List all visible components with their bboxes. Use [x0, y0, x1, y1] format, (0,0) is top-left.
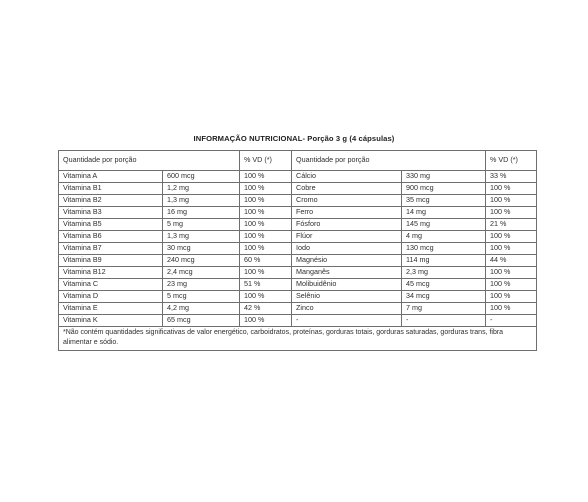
nutrient-name-left: Vitamina K: [59, 315, 163, 327]
nutrient-vd-left: 100 %: [240, 183, 292, 195]
nutrient-vd-right: 100 %: [486, 267, 537, 279]
nutrient-amount-left: 1,3 mg: [163, 195, 240, 207]
nutrient-name-right: Iodo: [292, 243, 402, 255]
table-row: [59, 279, 537, 291]
nutrient-amount-left: 4,2 mg: [163, 303, 240, 315]
nutrient-name-left: Vitamina B3: [59, 207, 163, 219]
nutrient-name-left: Vitamina B1: [59, 183, 163, 195]
nutrient-name-right: Cálcio: [292, 171, 402, 183]
nutrient-amount-right: 45 mcg: [402, 279, 486, 291]
nutrient-amount-right: 34 mcg: [402, 291, 486, 303]
nutrient-amount-right: 14 mg: [402, 207, 486, 219]
nutrition-table: [58, 150, 537, 351]
table-row: [59, 195, 537, 207]
nutrition-title: INFORMAÇÃO NUTRICIONAL- Porção 3 g (4 cápsulas): [193, 134, 395, 143]
nutrient-vd-left: 42 %: [240, 303, 292, 315]
nutrient-name-right: -: [292, 315, 402, 327]
nutrient-vd-right: 100 %: [486, 243, 537, 255]
nutrient-name-left: Vitamina B5: [59, 219, 163, 231]
nutrient-name-right: Ferro: [292, 207, 402, 219]
table-row: [59, 267, 537, 279]
nutrient-vd-right: 21 %: [486, 219, 537, 231]
nutrient-vd-left: 100 %: [240, 231, 292, 243]
nutrient-name-right: Molibuidênio: [292, 279, 402, 291]
header-left-quantity: Quantidade por porção: [59, 151, 240, 171]
nutrient-name-left: Vitamina B6: [59, 231, 163, 243]
table-header-row: [59, 151, 537, 171]
header-right-vd: % VD (*): [486, 151, 537, 171]
nutrient-amount-right: -: [402, 315, 486, 327]
nutrient-vd-left: 100 %: [240, 171, 292, 183]
header-left-vd: % VD (*): [240, 151, 292, 171]
nutrient-name-left: Vitamina D: [59, 291, 163, 303]
footnote-row: [59, 327, 537, 351]
nutrient-amount-right: 4 mg: [402, 231, 486, 243]
nutrient-name-left: Vitamina A: [59, 171, 163, 183]
table-row: [59, 255, 537, 267]
table-row: [59, 243, 537, 255]
nutrient-amount-right: 145 mg: [402, 219, 486, 231]
nutrient-amount-right: 330 mg: [402, 171, 486, 183]
nutrient-vd-left: 51 %: [240, 279, 292, 291]
nutrient-name-left: Vitamina C: [59, 279, 163, 291]
table-row: [59, 303, 537, 315]
nutrient-vd-right: 100 %: [486, 207, 537, 219]
nutrient-vd-right: -: [486, 315, 537, 327]
nutrient-amount-left: 1,3 mg: [163, 231, 240, 243]
table-row: [59, 183, 537, 195]
nutrient-name-left: Vitamina B7: [59, 243, 163, 255]
header-right-quantity: Quantidade por porção: [292, 151, 486, 171]
nutrition-table-container: [58, 150, 536, 351]
table-row: [59, 207, 537, 219]
nutrient-amount-left: 2,4 mcg: [163, 267, 240, 279]
nutrient-vd-right: 100 %: [486, 183, 537, 195]
table-row: [59, 315, 537, 327]
nutrient-name-right: Flúor: [292, 231, 402, 243]
nutrient-name-right: Manganês: [292, 267, 402, 279]
nutrient-vd-left: 60 %: [240, 255, 292, 267]
nutrient-amount-left: 23 mg: [163, 279, 240, 291]
table-row: [59, 219, 537, 231]
nutrient-name-left: Vitamina B12: [59, 267, 163, 279]
nutrient-amount-right: 130 mcg: [402, 243, 486, 255]
table-row: [59, 231, 537, 243]
nutrient-vd-left: 100 %: [240, 243, 292, 255]
footnote: *Não contém quantidades significativas de valor energético, carboidratos, proteínas, gorduras totais, gorduras saturadas, gorduras trans, fibra alimentar e sódio.: [59, 327, 537, 351]
nutrient-name-right: Magnésio: [292, 255, 402, 267]
nutrient-vd-left: 100 %: [240, 219, 292, 231]
nutrient-vd-right: 44 %: [486, 255, 537, 267]
nutrient-name-right: Cromo: [292, 195, 402, 207]
nutrition-table-body: [59, 151, 537, 327]
nutrient-vd-left: 100 %: [240, 315, 292, 327]
nutrient-name-right: Zinco: [292, 303, 402, 315]
nutrient-amount-right: 35 mcg: [402, 195, 486, 207]
nutrient-vd-left: 100 %: [240, 291, 292, 303]
nutrient-amount-left: 30 mcg: [163, 243, 240, 255]
nutrient-name-left: Vitamina E: [59, 303, 163, 315]
nutrient-amount-right: 900 mcg: [402, 183, 486, 195]
nutrient-name-right: Cobre: [292, 183, 402, 195]
nutrient-vd-left: 100 %: [240, 267, 292, 279]
nutrient-amount-left: 65 mcg: [163, 315, 240, 327]
nutrient-amount-right: 2,3 mg: [402, 267, 486, 279]
nutrient-name-right: Selênio: [292, 291, 402, 303]
nutrient-amount-left: 600 mcg: [163, 171, 240, 183]
nutrient-name-left: Vitamina B2: [59, 195, 163, 207]
table-row: [59, 291, 537, 303]
table-row: [59, 171, 537, 183]
nutrient-name-right: Fósforo: [292, 219, 402, 231]
nutrient-amount-left: 1,2 mg: [163, 183, 240, 195]
nutrient-vd-right: 33 %: [486, 171, 537, 183]
nutrient-amount-left: 5 mcg: [163, 291, 240, 303]
nutrient-vd-right: 100 %: [486, 303, 537, 315]
nutrient-amount-left: 16 mg: [163, 207, 240, 219]
nutrient-amount-left: 5 mg: [163, 219, 240, 231]
nutrient-vd-right: 100 %: [486, 291, 537, 303]
nutrient-vd-right: 100 %: [486, 195, 537, 207]
nutrient-vd-left: 100 %: [240, 195, 292, 207]
nutrient-vd-right: 100 %: [486, 279, 537, 291]
nutrient-amount-right: 114 mg: [402, 255, 486, 267]
nutrient-vd-right: 100 %: [486, 231, 537, 243]
nutrient-vd-left: 100 %: [240, 207, 292, 219]
nutrient-amount-right: 7 mg: [402, 303, 486, 315]
nutrient-name-left: Vitamina B9: [59, 255, 163, 267]
nutrient-amount-left: 240 mcg: [163, 255, 240, 267]
